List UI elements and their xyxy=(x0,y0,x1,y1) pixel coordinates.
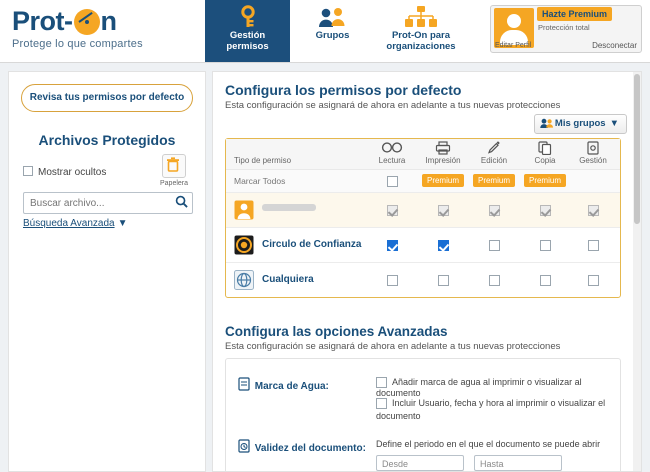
search-input[interactable] xyxy=(28,195,170,212)
cell-gestion-row3[interactable] xyxy=(563,274,623,286)
sidebar-title: Archivos Protegidos xyxy=(38,132,176,148)
advanced-search-label: Búsqueda Avanzada xyxy=(23,218,115,229)
trash-label: Papelera xyxy=(159,180,189,187)
column-header-type: Tipo de permiso xyxy=(234,156,292,165)
search-box[interactable] xyxy=(23,192,193,214)
trash-icon xyxy=(162,154,186,178)
logo-text-part1: Prot xyxy=(12,6,64,36)
document-clock-icon xyxy=(238,439,252,456)
chevron-down-icon: ▼ xyxy=(117,218,128,229)
user-avatar-icon xyxy=(234,200,254,220)
advanced-search-link[interactable] xyxy=(23,218,127,229)
date-from-input[interactable]: Desde xyxy=(376,455,464,471)
main-panel xyxy=(212,71,642,472)
checkbox-copia-row2[interactable] xyxy=(540,240,551,251)
watermark-option-1-checkbox[interactable] xyxy=(376,377,387,388)
checkbox-lectura-row1 xyxy=(387,205,398,216)
checkbox-gestion-row1 xyxy=(588,205,599,216)
cell-gestion-row1 xyxy=(563,204,623,216)
validity-label: Validez del documento: xyxy=(254,443,366,454)
sidebar xyxy=(8,71,206,472)
my-groups-button[interactable] xyxy=(534,114,627,134)
watermark-option-1[interactable] xyxy=(376,377,620,398)
show-hidden-label: Mostrar ocultos xyxy=(38,167,107,178)
advanced-options-box xyxy=(225,358,621,472)
permissions-table xyxy=(225,138,621,298)
people-small-icon xyxy=(540,118,553,136)
logo-text-part2: n xyxy=(100,6,117,36)
column-label-copia: Copia xyxy=(534,156,556,165)
checkbox-edicion-row1 xyxy=(489,205,500,216)
watermark-option-2-checkbox[interactable] xyxy=(376,398,387,409)
logo[interactable] xyxy=(12,6,202,50)
scrollbar-thumb[interactable] xyxy=(634,74,640,224)
section-default-permissions-title: Configura los permisos por defecto xyxy=(225,82,462,98)
show-hidden-checkbox[interactable] xyxy=(23,166,33,176)
column-label-edicion: Edición xyxy=(480,156,508,165)
table-row[interactable] xyxy=(226,263,620,297)
app-header xyxy=(0,0,650,63)
checkbox-edicion-row3[interactable] xyxy=(489,275,500,286)
circle-target-icon xyxy=(234,235,254,255)
cell-gestion-row2[interactable] xyxy=(563,239,623,251)
watermark-label: Marca de Agua: xyxy=(254,381,329,392)
checkbox-impresion-row2[interactable] xyxy=(438,240,449,251)
edit-profile-link[interactable]: Editar Perfil xyxy=(495,42,532,49)
date-to-input[interactable]: Hasta xyxy=(474,455,562,471)
trash-button[interactable] xyxy=(157,154,191,187)
logo-text-dash: - xyxy=(64,6,73,36)
mark-all-lectura-checkbox[interactable] xyxy=(387,176,398,187)
document-watermark-icon xyxy=(238,377,252,394)
nav-label-grupos: Grupos xyxy=(315,30,350,41)
premium-tag-copia: Premium xyxy=(524,174,566,187)
key-icon xyxy=(205,0,290,30)
column-label-gestion: Gestión xyxy=(579,156,607,165)
checkbox-lectura-row2[interactable] xyxy=(387,240,398,251)
checkbox-gestion-row3[interactable] xyxy=(588,275,599,286)
gear-doc-icon xyxy=(563,141,623,156)
user-box[interactable] xyxy=(490,5,642,53)
main-scrollbar[interactable] xyxy=(633,72,641,471)
premium-subtitle: Protección total xyxy=(538,23,590,32)
mark-all-lectura-cell[interactable] xyxy=(362,175,422,187)
checkbox-copia-row3[interactable] xyxy=(540,275,551,286)
premium-tag-impresion: Premium xyxy=(422,174,464,187)
section-advanced-subtitle: Esta configuración se asignará de ahora en adelante a tus nuevas protecciones xyxy=(225,341,561,352)
mark-all-row xyxy=(226,170,620,193)
section-advanced-title: Configura las opciones Avanzadas xyxy=(225,324,448,339)
watermark-option-1-label: Añadir marca de agua al imprimir o visualizar al documento xyxy=(376,377,582,399)
table-row[interactable] xyxy=(226,228,620,263)
row-label-masked-user xyxy=(262,204,316,211)
column-label-lectura: Lectura xyxy=(378,156,406,165)
globe-icon xyxy=(234,270,254,290)
logo-tagline: Protege lo que compartes xyxy=(12,38,143,50)
checkbox-copia-row1 xyxy=(540,205,551,216)
review-default-permissions-button[interactable]: Revisa tus permisos por defecto xyxy=(21,84,193,112)
chevron-down-icon-groups: ▼ xyxy=(609,118,619,129)
column-gestion xyxy=(563,141,623,165)
org-chart-icon xyxy=(375,0,467,30)
checkbox-edicion-row2[interactable] xyxy=(489,240,500,251)
my-groups-label: Mis grupos xyxy=(554,118,606,129)
checkbox-lectura-row3[interactable] xyxy=(387,275,398,286)
permissions-table-header xyxy=(226,139,620,170)
compass-icon xyxy=(74,9,100,35)
nav-label-gestion-permisos: Gestión permisos xyxy=(226,30,269,52)
nav-item-organizaciones[interactable] xyxy=(375,0,467,62)
checkbox-gestion-row2[interactable] xyxy=(588,240,599,251)
nav-item-grupos[interactable] xyxy=(290,0,375,62)
column-label-impresion: Impresión xyxy=(425,156,461,165)
premium-badge[interactable]: Hazte Premium xyxy=(537,7,612,21)
people-icon xyxy=(290,0,375,30)
search-icon[interactable] xyxy=(175,195,188,211)
watermark-option-2-label: Incluir Usuario, fecha y hora al imprimir o visualizar el documento xyxy=(376,398,606,421)
logo-text xyxy=(12,6,202,36)
section-default-permissions-subtitle: Esta configuración se asignará de ahora en adelante a tus nuevas protecciones xyxy=(225,100,561,111)
row-label-circulo-confianza: Circulo de Confianza xyxy=(262,239,362,250)
watermark-option-2[interactable] xyxy=(376,397,616,423)
nav-label-organizaciones: Prot-On para organizaciones xyxy=(386,30,456,52)
checkbox-impresion-row1 xyxy=(438,205,449,216)
checkbox-impresion-row3[interactable] xyxy=(438,275,449,286)
watermark-label-row xyxy=(238,377,329,394)
content-area xyxy=(0,63,650,472)
row-label-cualquiera: Cualquiera xyxy=(262,274,314,285)
nav-item-gestion-permisos[interactable] xyxy=(205,0,290,62)
disconnect-link[interactable]: Desconectar xyxy=(592,41,637,50)
premium-tag-edicion: Premium xyxy=(473,174,515,187)
validity-label-row xyxy=(238,439,366,456)
mark-all-label: Marcar Todos xyxy=(234,176,286,186)
validity-period-text: Define el periodo en el que el documento se puede abrir xyxy=(376,439,601,449)
table-row[interactable] xyxy=(226,193,620,228)
